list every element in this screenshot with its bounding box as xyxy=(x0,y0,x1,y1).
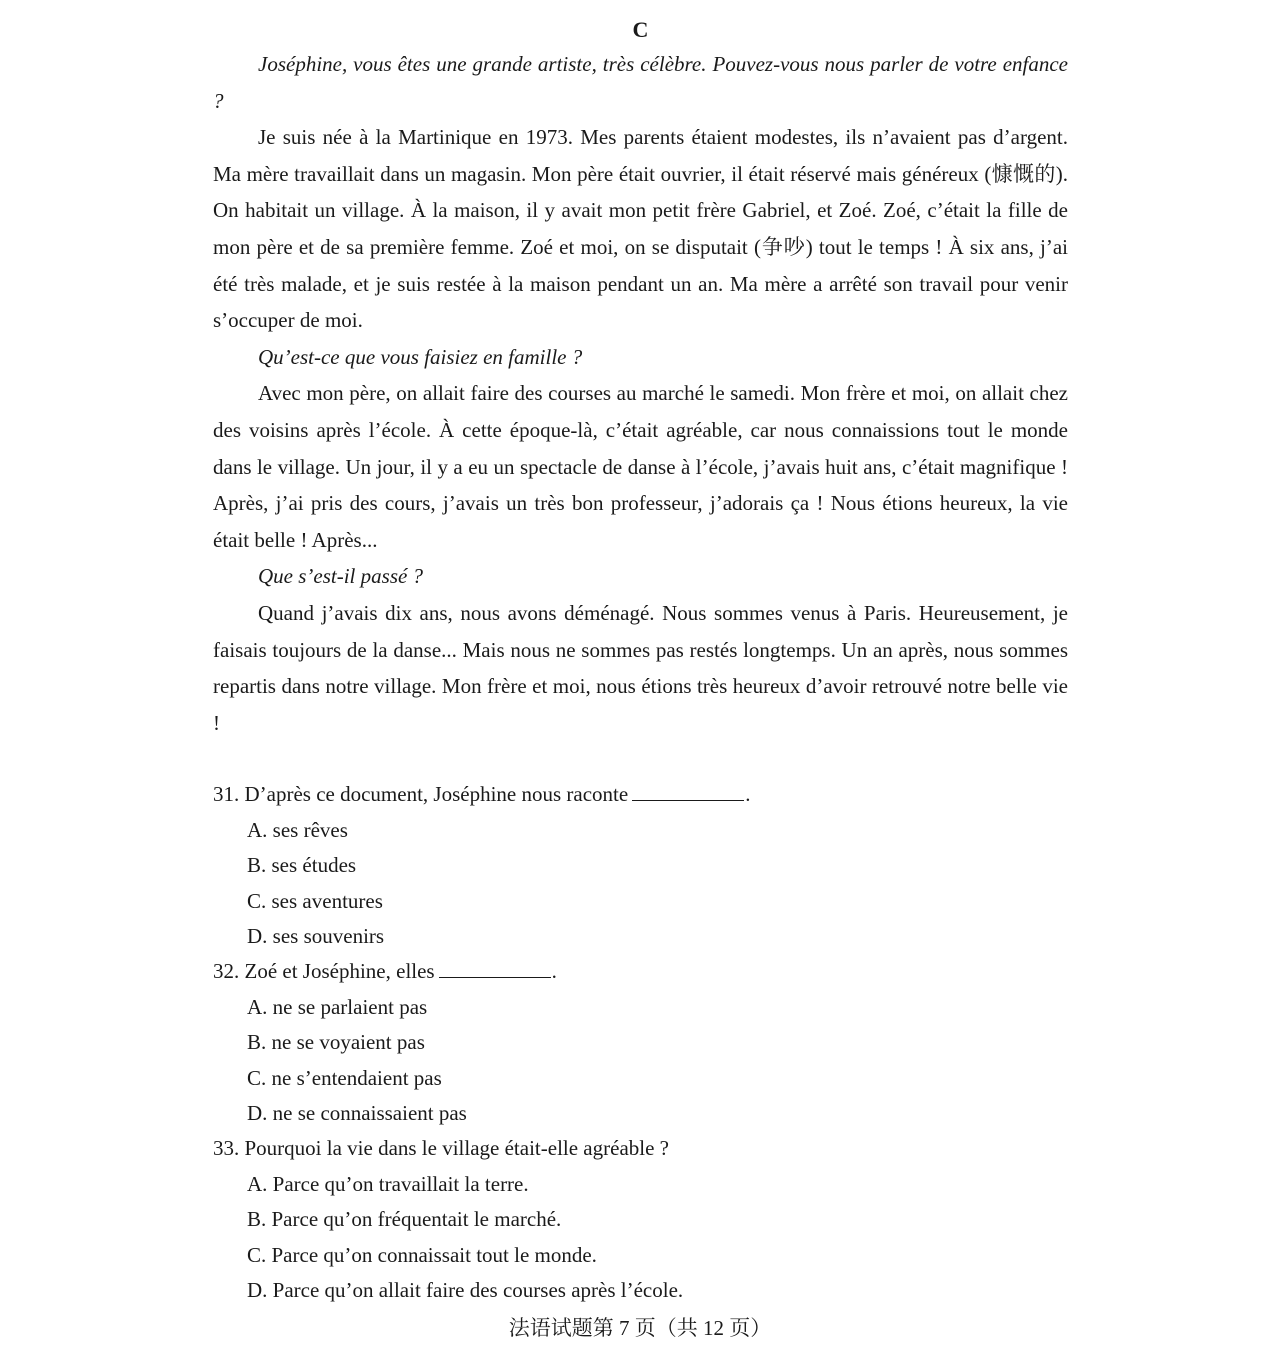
interview-question: Que s’est-il passé ? xyxy=(258,564,424,589)
answer-option: C. ne s’entendaient pas xyxy=(247,1065,442,1090)
answer-blank xyxy=(439,959,551,978)
question-prompt: 33. Pourquoi la vie dans le village était-elle agréable ? xyxy=(213,1136,669,1161)
question-list xyxy=(213,777,1068,1308)
interview-answer: Avec mon père, on allait faire des courses au marché le samedi. Mon frère et moi, on allait chez des voisins après l’école. À cette époque-là, c’était agréable, car nous connaissions tout le monde dans le village. Un jour, il y a eu un spectacle de danse à l’école, j’avais huit ans, c’était magnifique ! Après, j’ai pris des cours, j’avais un très bon professeur, j’adorais ça ! Nous étions heureux, la vie était belle ! Après... xyxy=(213,381,1068,552)
interview-question: Joséphine, vous êtes une grande artiste, très célèbre. Pouvez-vous nous parler de votre enfance ? xyxy=(213,52,1068,113)
question-prompt: 31. D’après ce document, Joséphine nous raconte . xyxy=(213,782,751,807)
page-footer: 法语试题第 7 页（共 12 页） xyxy=(508,1316,772,1340)
answer-option: A. ses rêves xyxy=(247,817,348,842)
answer-option: C. ses aventures xyxy=(247,888,383,913)
question-32 xyxy=(213,954,1068,1131)
section-heading: C xyxy=(632,17,649,42)
answer-option: A. Parce qu’on travaillait la terre. xyxy=(247,1171,529,1196)
interview-question: Qu’est-ce que vous faisiez en famille ? xyxy=(258,344,583,369)
answer-blank xyxy=(632,782,744,801)
answer-option: B. ses études xyxy=(247,853,357,878)
answer-option: D. Parce qu’on allait faire des courses après l’école. xyxy=(247,1277,684,1302)
exam-page xyxy=(213,14,1068,1308)
interview-answer: Quand j’avais dix ans, nous avons déménagé. Nous sommes venus à Paris. Heureusement, je faisais toujours de la danse... Mais nous ne sommes pas restés longtemps. Un an après, nous sommes repartis dans notre village. Mon frère et moi, nous étions très heureux d’avoir retrouvé notre belle vie ! xyxy=(213,600,1068,735)
reading-passage xyxy=(213,46,1068,741)
answer-option: B. Parce qu’on fréquentait le marché. xyxy=(247,1207,562,1232)
interview-answer: Je suis née à la Martinique en 1973. Mes parents étaient modestes, ils n’avaient pas d’argent. Ma mère travaillait dans un magasin. Mon père était ouvrier, il était réservé mais généreux (慷慨的). On habitait un village. À la maison, il y avait mon petit frère Gabriel, et Zoé. Zoé, c’était la fille de mon père et de sa première femme. Zoé et moi, on se disputait (争吵) tout le temps ! À six ans, j’ai été très malade, et je suis restée à la maison pendant un an. Ma mère a arrêté son travail pour venir s’occuper de moi. xyxy=(213,125,1068,333)
question-31 xyxy=(213,777,1068,954)
answer-option: D. ses souvenirs xyxy=(247,923,385,948)
answer-option: C. Parce qu’on connaissait tout le monde. xyxy=(247,1242,597,1267)
question-prompt: 32. Zoé et Joséphine, elles . xyxy=(213,959,557,984)
question-33 xyxy=(213,1131,1068,1308)
answer-option: D. ne se connaissaient pas xyxy=(247,1100,467,1125)
answer-option: A. ne se parlaient pas xyxy=(247,994,428,1019)
answer-option: B. ne se voyaient pas xyxy=(247,1030,425,1055)
